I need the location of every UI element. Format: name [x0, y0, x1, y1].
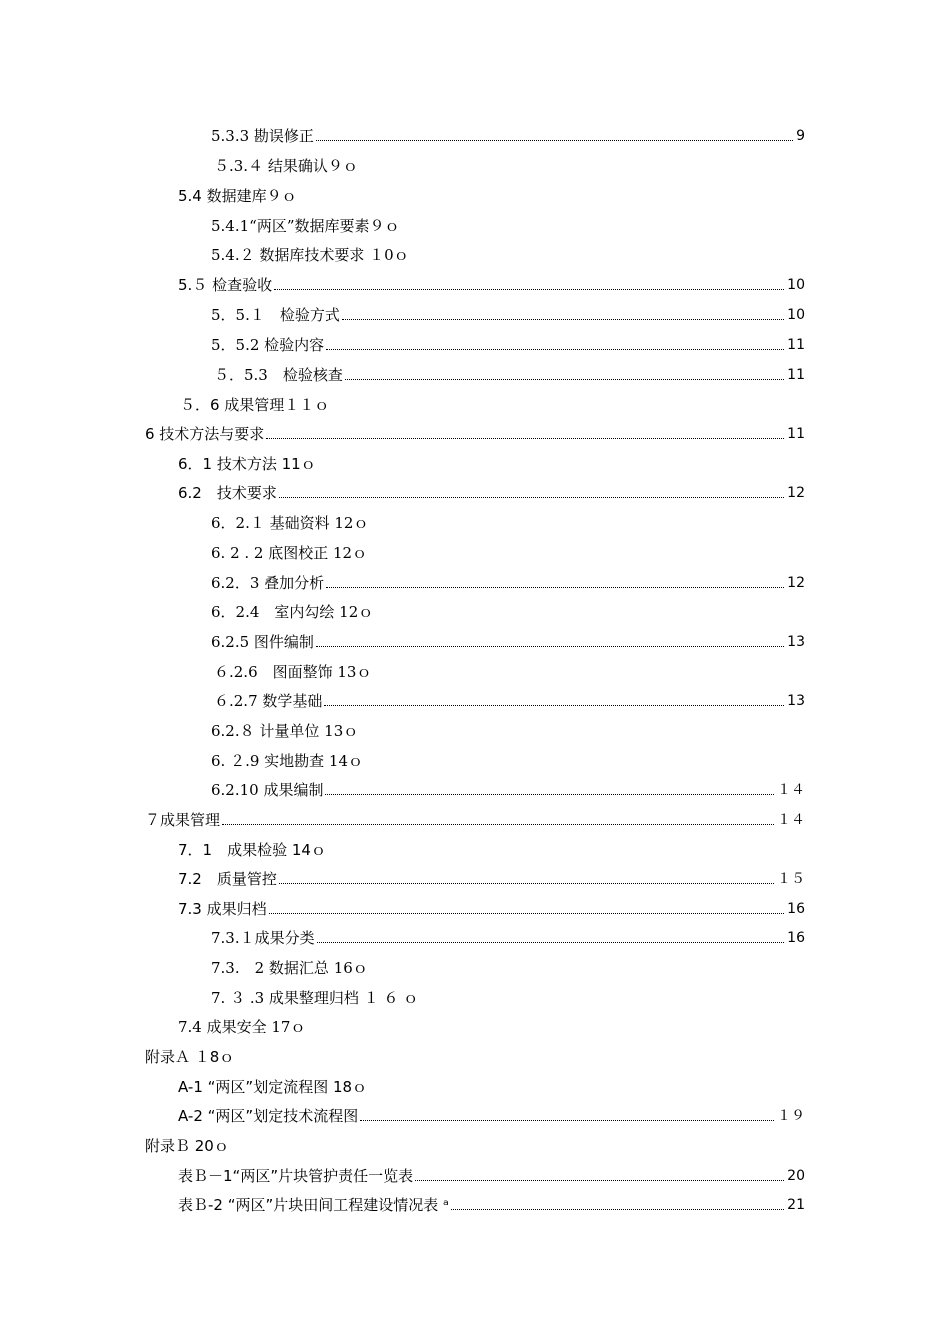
toc-leader-dots	[316, 140, 793, 141]
toc-entry-label: 5.4.1“两区”数据库要素９ｏ	[211, 217, 400, 235]
toc-entry-label: 7．1 成果检验 14ｏ	[178, 841, 326, 859]
toc-entry[interactable]	[211, 778, 805, 800]
toc-page-number: １４	[777, 812, 805, 828]
toc-entry-label: 7.2 质量管控	[178, 870, 277, 888]
toc-entry[interactable]	[178, 184, 297, 206]
toc-entry-label: ５．5.3 检验核查	[214, 366, 343, 384]
toc-page-number: 13	[787, 693, 805, 709]
toc-entry-label: 7.3.１成果分类	[211, 929, 315, 947]
toc-entry-label: 5.4.２ 数据库技术要求 １0ｏ	[211, 246, 409, 264]
toc-entry[interactable]	[211, 719, 358, 741]
toc-entry[interactable]	[178, 867, 805, 889]
toc-entry-label: 附录Ｂ 20ｏ	[145, 1137, 229, 1155]
toc-entry[interactable]	[178, 1193, 805, 1215]
toc-entry[interactable]	[211, 600, 373, 622]
toc-entry-label: 6．1 技术方法 11ｏ	[178, 455, 316, 473]
toc-leader-dots	[274, 289, 784, 290]
toc-entry-label: 6.2.８ 计量单位 13ｏ	[211, 722, 359, 740]
toc-entry-label: 6. ２.9 实地勘查 14ｏ	[211, 752, 364, 770]
toc-page-number: １４	[777, 782, 805, 798]
toc-entry-label: 7.4 成果安全 17ｏ	[178, 1018, 306, 1036]
toc-entry[interactable]	[214, 660, 371, 682]
toc-leader-dots	[279, 497, 784, 498]
toc-entry[interactable]	[145, 808, 805, 830]
toc-page-number: 12	[787, 575, 805, 591]
toc-entry-label: 7. ３ .3 成果整理归档 １ ６ ｏ	[211, 989, 419, 1007]
toc-entry[interactable]	[211, 986, 418, 1008]
toc-entry[interactable]	[178, 897, 805, 919]
toc-entry-label: 6.2.5 图件编制	[211, 633, 314, 651]
toc-entry-label: 5.５ 检查验收	[178, 276, 273, 294]
toc-leader-dots	[324, 705, 784, 706]
toc-leader-dots	[325, 794, 774, 795]
toc-entry[interactable]	[178, 1164, 805, 1186]
toc-leader-dots	[269, 913, 785, 914]
toc-page-number: 13	[787, 634, 805, 650]
toc-entry-label: 7.3 成果归档	[178, 900, 267, 918]
toc-leader-dots	[326, 349, 784, 350]
toc-entry-label: ５.3.４ 结果确认９ｏ	[214, 157, 358, 175]
toc-leader-dots	[342, 319, 784, 320]
toc-entry-label: A-2 “两区”划定技术流程图	[178, 1107, 359, 1125]
toc-leader-dots	[316, 646, 784, 647]
toc-entry-label: 6. 2 . 2 底图校正 12ｏ	[211, 544, 368, 562]
toc-entry-label: 表Ｂ－1“两区”片块管护责任一览表	[178, 1167, 414, 1185]
toc-page-number: 10	[787, 307, 805, 323]
toc-leader-dots	[451, 1209, 784, 1210]
toc-entry[interactable]	[145, 422, 805, 444]
toc-page-number: 12	[787, 485, 805, 501]
toc-entry-label: 6.2．3 叠加分析	[211, 574, 325, 592]
toc-entry-label: ６.2.7 数学基础	[214, 692, 323, 710]
toc-entry-label: 6.2 技术要求	[178, 484, 277, 502]
toc-entry[interactable]	[178, 1015, 305, 1037]
toc-leader-dots	[279, 883, 774, 884]
toc-entry-label: ５．6 成果管理１１ｏ	[180, 396, 330, 414]
toc-entry[interactable]	[211, 333, 805, 355]
toc-entry[interactable]	[178, 273, 805, 295]
toc-page-number: 16	[787, 930, 805, 946]
toc-entry-label: ７成果管理	[145, 811, 221, 829]
toc-entry[interactable]	[211, 571, 805, 593]
toc-entry-label: 附录Ａ １8ｏ	[145, 1048, 235, 1066]
toc-entry[interactable]	[211, 243, 409, 265]
toc-entry-label: 6．2.１ 基础资料 12ｏ	[211, 514, 369, 532]
toc-entry[interactable]	[178, 481, 805, 503]
toc-page-number: 21	[787, 1197, 805, 1213]
toc-entry-label: 表Ｂ-2 “两区”片块田间工程建设情况表 ᵃ	[178, 1196, 449, 1214]
toc-entry-label: 5.4 数据建库９ｏ	[178, 187, 297, 205]
toc-entry-label: 5.3.3 勘误修正	[211, 127, 314, 145]
toc-entry[interactable]	[178, 452, 316, 474]
toc-entry[interactable]	[214, 689, 805, 711]
toc-page-number: 11	[787, 426, 805, 442]
toc-page-number: 16	[787, 901, 805, 917]
toc-entry-label: A-1 “两区”划定流程图 18ｏ	[178, 1078, 368, 1096]
toc-entry[interactable]	[180, 393, 329, 415]
toc-page-number: 9	[796, 128, 805, 144]
toc-page-number: 11	[787, 337, 805, 353]
toc-entry[interactable]	[211, 956, 368, 978]
toc-entry[interactable]	[211, 124, 805, 146]
toc-entry-label: 5．5.１ 检验方式	[211, 306, 340, 324]
toc-entry[interactable]	[211, 511, 368, 533]
toc-entry[interactable]	[214, 154, 358, 176]
toc-entry[interactable]	[211, 303, 805, 325]
toc-entry-label: 7.3. 2 数据汇总 16ｏ	[211, 959, 368, 977]
toc-page-number: 11	[787, 367, 805, 383]
toc-entry[interactable]	[145, 1134, 229, 1156]
toc-page-number: １９	[777, 1108, 805, 1124]
toc-entry[interactable]	[178, 1104, 805, 1126]
toc-page-number: 10	[787, 277, 805, 293]
toc-entry-label: 6 技术方法与要求	[145, 425, 265, 443]
toc-entry[interactable]	[214, 363, 805, 385]
toc-entry-label: ６.2.6 图面整饰 13ｏ	[214, 663, 372, 681]
toc-leader-dots	[317, 942, 785, 943]
toc-entry[interactable]	[211, 214, 400, 236]
toc-entry[interactable]	[211, 926, 805, 948]
toc-entry[interactable]	[211, 749, 363, 771]
toc-page-number: 20	[787, 1168, 805, 1184]
toc-entry[interactable]	[211, 541, 367, 563]
toc-entry[interactable]	[211, 630, 805, 652]
toc-leader-dots	[266, 438, 784, 439]
toc-entry-label: 6.2.10 成果编制	[211, 781, 324, 799]
toc-leader-dots	[326, 587, 784, 588]
toc-page-number: １５	[777, 871, 805, 887]
toc-entry[interactable]	[178, 838, 326, 860]
toc-leader-dots	[415, 1180, 784, 1181]
toc-entry[interactable]	[145, 1045, 234, 1067]
toc-entry-label: 6．2.4 室内勾绘 12ｏ	[211, 603, 374, 621]
toc-leader-dots	[360, 1120, 774, 1121]
toc-leader-dots	[345, 379, 784, 380]
toc-leader-dots	[222, 824, 774, 825]
toc-entry-label: 5．5.2 检验内容	[211, 336, 325, 354]
toc-entry[interactable]	[178, 1075, 367, 1097]
